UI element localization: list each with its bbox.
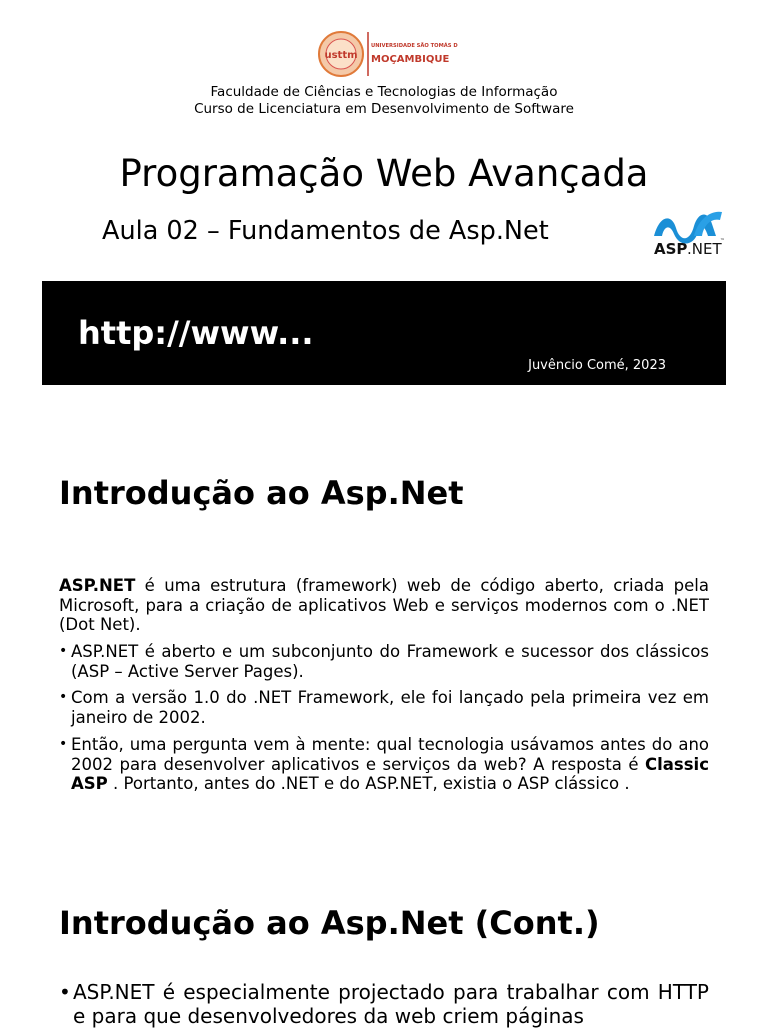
list-item bbox=[59, 735, 709, 794]
aspnet-logo-light: .NET bbox=[687, 240, 722, 258]
logo-university-line2: MOÇAMBIQUE bbox=[371, 54, 450, 65]
banner-author: Juvêncio Comé, 2023 bbox=[528, 358, 666, 373]
course-name: Curso de Licenciatura em Desenvolvimento de Software bbox=[194, 101, 574, 117]
bullet3-part-a: Então, uma pergunta vem à mente: qual tecnologia usávamos antes do ano 2002 para desenvolver aplicativos e serviços da web? A resposta é bbox=[71, 735, 709, 774]
list-item-text: Com a versão 1.0 do .NET Framework, ele foi lançado pela primeira vez em janeiro de 2002. bbox=[71, 688, 709, 727]
list-item-text: ASP.NET é aberto e um subconjunto do Framework e sucessor dos clássicos (ASP – Active Server Pages). bbox=[71, 642, 709, 681]
list-item-text bbox=[71, 735, 709, 794]
lesson-subtitle: Aula 02 – Fundamentos de Asp.Net bbox=[102, 216, 549, 246]
bullet-icon: • bbox=[59, 689, 68, 705]
intro-rest: é uma estrutura (framework) web de código aberto, criada pela Microsoft, para a criação de aplicativos Web e serviços modernos com o .NET (Dot Net). bbox=[59, 576, 709, 634]
section2-heading: Introdução ao Asp.Net (Cont.) bbox=[59, 904, 600, 942]
intro-bold: ASP.NET bbox=[59, 576, 136, 595]
aspnet-logo bbox=[650, 206, 730, 258]
section1-heading: Introdução ao Asp.Net bbox=[59, 474, 464, 512]
logo-emblem-text: usttm bbox=[324, 50, 358, 61]
bullet3-bold: Classic ASP bbox=[71, 754, 709, 793]
list-item-text: ASP.NET é especialmente projectado para trabalhar com HTTP e para que desenvolvedores da web criem páginas bbox=[73, 980, 709, 1028]
list-item bbox=[59, 980, 709, 1028]
list-item bbox=[59, 642, 709, 681]
title-banner bbox=[42, 281, 726, 385]
logo-university-line1: UNIVERSIDADE SÃO TOMÁS DE bbox=[371, 43, 458, 49]
page-title: Programação Web Avançada bbox=[119, 152, 649, 195]
bullet-icon: • bbox=[59, 980, 71, 1004]
aspnet-logo-bold: ASP bbox=[654, 240, 688, 258]
bullet3-part-b: . Portanto, antes do .NET e do ASP.NET, existia o ASP clássico . bbox=[107, 774, 630, 793]
bullet-icon: • bbox=[59, 736, 68, 752]
faculty-name: Faculdade de Ciências e Tecnologias de Informação bbox=[210, 84, 558, 100]
bullet-icon: • bbox=[59, 643, 68, 659]
aspnet-logo-tm: ™ bbox=[720, 238, 725, 244]
section1-intro bbox=[59, 576, 709, 635]
banner-url: http://www... bbox=[78, 314, 314, 352]
university-logo bbox=[318, 28, 458, 82]
list-item bbox=[59, 688, 709, 727]
